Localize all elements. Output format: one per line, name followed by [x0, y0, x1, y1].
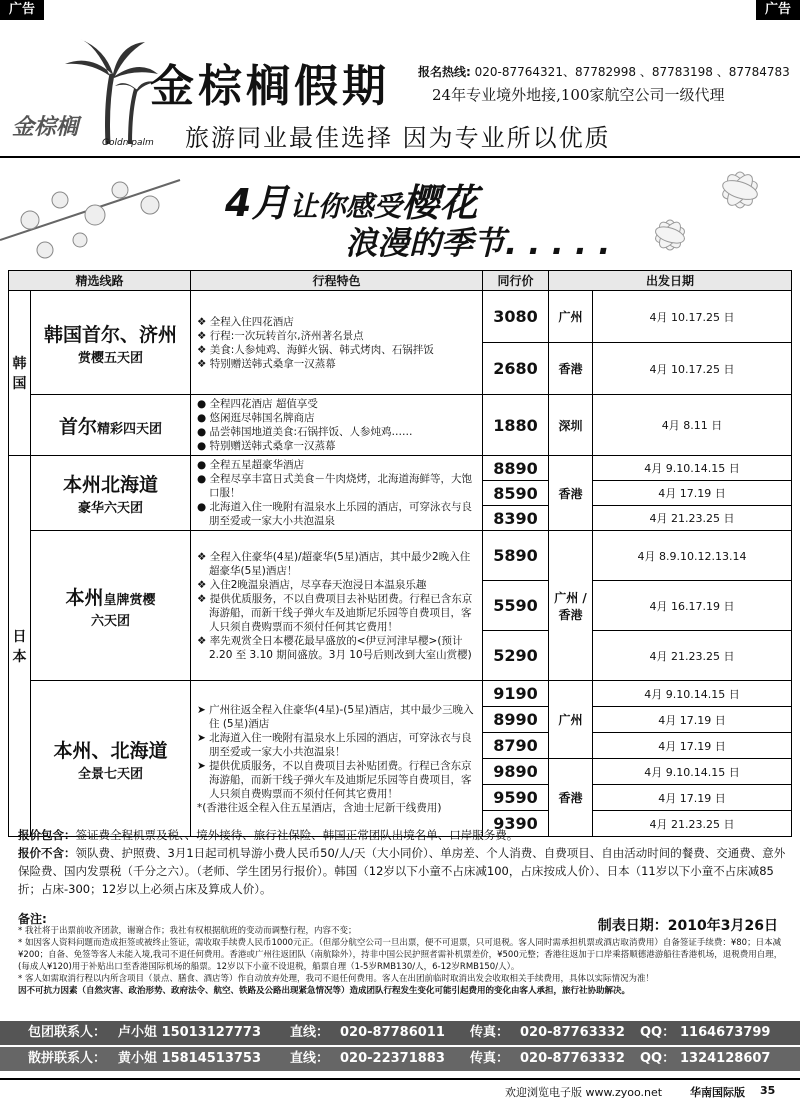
region-japan: 日本 [9, 456, 31, 837]
contact-person: 黄小姐 15814513753 [118, 1051, 262, 1066]
feature-item: ● 悠闲逛尽韩国名牌商店 [197, 412, 315, 424]
fax-number: 020-87763332 [520, 1025, 625, 1040]
date: 4月 10.17.25 日 [593, 291, 792, 343]
header [0, 18, 800, 158]
excluded-text: 领队费、护照费、3月1日起司机导游小费人民币50/人/天（大小同价）、单房差、个人消费、自费项目、自由活动时间的餐费、交通费、意外保险费、国内发票税（千分之六）。（老师、学生团另行报价）。韩国（12岁以下小童不占床减100，占床按成人价）、日本（11岁以下小童不占床减85折；占床-300；12岁以上必须占床及算成人价）。 [18, 846, 786, 896]
city: 深圳 [549, 395, 593, 456]
date: 4月 17.19 日 [593, 707, 792, 733]
qq-label: QQ： [640, 1051, 676, 1066]
brand-sub: 24年专业境外地接,100家航空公司一级代理 [432, 86, 725, 104]
price: 8790 [483, 733, 549, 759]
price: 9190 [483, 681, 549, 707]
table-header-row [9, 271, 792, 291]
route-name [31, 456, 191, 531]
col-dates: 出发日期 [549, 271, 792, 291]
route-name [31, 291, 191, 395]
date: 4月 17.19 日 [593, 785, 792, 811]
contact-row-individual [0, 1047, 800, 1071]
region-korea: 韩国 [9, 291, 31, 456]
date: 4月 9.10.14.15 日 [593, 681, 792, 707]
table-row [9, 681, 792, 707]
price: 9890 [483, 759, 549, 785]
fax-number: 020-87763332 [520, 1051, 625, 1066]
feature-item: ● 全程尽享丰富日式美食－牛肉烧烤，北海道海鲜等，大饱口服！ [197, 473, 472, 499]
route-title: 本州 [65, 586, 104, 609]
remark-line: * 客人如需取消行程以内所含项目（景点、膳食、酒店等）作自动放弃处理，我司不退任何费用。客人在出团前临时取消出发会收取相关手续费用，具体以实际情况为准！ [18, 974, 654, 984]
city: 香港 [549, 456, 593, 531]
date: 4月 17.19 日 [593, 733, 792, 759]
city: 广州 [549, 681, 593, 759]
date: 4月 10.17.25 日 [593, 343, 792, 395]
price: 2680 [483, 343, 549, 395]
hotline-label: 报名热线: [418, 65, 471, 79]
feature-item: ➤ 提供优质服务，不以自费项目去补贴团费。行程已含东京海游船，而新干线子弹火车及迪斯尼乐园等自费项目，客人只须自费购票而不须付任何其它费用！ [197, 759, 472, 800]
price: 3080 [483, 291, 549, 343]
route-sub: 精彩四天团 [97, 421, 163, 437]
logo-english: Goldn palm [102, 138, 154, 148]
route-sub: 全景七天团 [77, 766, 143, 782]
table-row [9, 291, 792, 343]
qq-number: 1164673799 [680, 1025, 771, 1040]
feature-item: ❖ 入住2晚温泉酒店，尽享春天泡浸日本温泉乐趣 [197, 578, 427, 591]
route-features [191, 681, 483, 837]
feature-item: ● 全程四花酒店 超值享受 [197, 398, 318, 410]
route-sub: 赏樱五天团 [77, 350, 143, 366]
price: 9390 [483, 811, 549, 837]
hotline-numbers: 020-87764321、87782998 、87783198 、87784783 [474, 65, 790, 79]
contact-label: 包团联系人： [28, 1025, 107, 1040]
city: 香港 [549, 759, 593, 837]
route-name [31, 395, 191, 456]
remark-line: 因不可抗力因素（自然灾害、政治形势、政府法令、航空、铁路及公路出现紧急情况等）造成团队行程发生变化可能引起费用的变化由客人承担，旅行社协助解决。 [18, 986, 631, 996]
feature-item: ● 全程五星超豪华酒店 [197, 459, 304, 471]
feature-item: ● 特别赠送韩式桑拿一汉蒸幕 [197, 440, 336, 452]
direct-label: 直线： [290, 1025, 330, 1040]
price: 9590 [483, 785, 549, 811]
footer [0, 1078, 800, 1100]
feature-item: ❖ 特别赠送韩式桑拿一汉蒸幕 [197, 357, 336, 370]
city: 广州 / 香港 [549, 531, 593, 681]
route-sub: 六天团 [90, 613, 130, 629]
feature-item: ❖ 行程:一次玩转首尔,济州著名景点 [197, 329, 364, 342]
slogan: 旅游同业最佳选择 因为专业所以优质 [185, 124, 611, 152]
route-sub: 豪华六天团 [77, 501, 143, 516]
route-features [191, 456, 483, 531]
price: 8390 [483, 506, 549, 531]
date: 4月 21.23.25 日 [593, 811, 792, 837]
direct-label: 直线： [290, 1051, 330, 1066]
col-route: 精选线路 [9, 271, 191, 291]
date: 4月 17.19 日 [593, 481, 792, 506]
price: 5890 [483, 531, 549, 581]
feature-item: ● 品尝韩国地道美食:石锅拌饭、人参炖鸡…… [197, 426, 413, 438]
price: 8990 [483, 707, 549, 733]
feature-item: *(香港往返全程入住五星酒店，含迪士尼新干线费用) [197, 801, 442, 814]
price: 1880 [483, 395, 549, 456]
route-name [31, 681, 191, 837]
banner-line2: 浪漫的季节. . . . . [345, 224, 611, 262]
excluded-label: 报价不含： [18, 846, 76, 860]
feature-item: ❖ 全程入住四花酒店 [197, 315, 294, 328]
contact-person: 卢小姐 15013127773 [118, 1025, 262, 1040]
included-label: 报价包含： [18, 828, 76, 842]
route-title: 本州北海道 [62, 474, 158, 496]
route-features [191, 531, 483, 681]
route-title: 韩国首尔、济州 [43, 323, 177, 346]
date: 4月 21.23.25 日 [593, 631, 792, 681]
banner-text: 让你感受 [289, 190, 402, 223]
hotline [418, 63, 790, 80]
ad-tag-right: 广告 [756, 0, 800, 20]
remark-line: * 如因客人资料问题而造成拒签或被终止签证，需收取手续费人民币1000元正。（但部分航空公司一旦出票，便不可退票，只可退税。客人同时需承担机票或酒店取消费用）自备签证手续费：¥80；日本减¥200；自备、免签等客人未能入境,我司不退任何费用。香港或广州往返团队（南航除外），持非中国公民护照者需补机票差价，¥500元整；香港往返加于口岸乘搭顺德港游船往香港机场，退税费用自理，(每成人¥120)用于补贴出口至香港国际机场的船票。12岁以下小童不设退税，船票自理（1-5岁RMB130/人，6-12岁RMB150/人）。 [18, 938, 783, 972]
price: 8890 [483, 456, 549, 481]
city: 广州 [549, 291, 593, 343]
price: 8590 [483, 481, 549, 506]
feature-item: ❖ 美食:人参炖鸡、海鲜火锅、韩式烤肉、石锅拌饭 [197, 343, 434, 356]
contact-row-group [0, 1021, 800, 1045]
date: 4月 8.9.10.12.13.14 [593, 531, 792, 581]
ad-tag-left: 广告 [0, 0, 44, 20]
fax-label: 传真： [470, 1025, 510, 1040]
route-title: 本州、北海道 [53, 739, 168, 762]
direct-number: 020-87786011 [340, 1025, 445, 1040]
table-row [9, 531, 792, 581]
fax-label: 传真： [470, 1051, 510, 1066]
date: 4月 16.17.19 日 [593, 581, 792, 631]
direct-number: 020-22371883 [340, 1051, 445, 1066]
route-features [191, 291, 483, 395]
qq-label: QQ： [640, 1025, 676, 1040]
date: 4月 8.11 日 [593, 395, 792, 456]
banner-month: 4月 [225, 181, 290, 225]
route-title: 首尔 [58, 415, 97, 438]
remark-line: * 我社将于出票前收齐团款，谢谢合作；我社有权根据航班的变动而调整行程，内容不变； [18, 926, 357, 936]
footer-site: 欢迎浏览电子版 www.zyoo.net [505, 1086, 663, 1099]
date: 4月 21.23.25 日 [593, 506, 792, 531]
footer-paper: 华南国际版 [690, 1086, 745, 1099]
city: 香港 [549, 343, 593, 395]
qq-number: 1324128607 [680, 1051, 771, 1066]
table-row [9, 456, 792, 481]
table-row [9, 395, 792, 456]
feature-item: ● 北海道入住一晚附有温泉水上乐园的酒店，可穿泳衣与良朋至爱或一家大小共泡温泉 [197, 501, 472, 527]
included-text: 签证费全程机票及税、、境外接待、旅行社保险、韩国正常团队出境名单、口岸服务费。 [75, 828, 519, 842]
banner-sakura: 樱花 [401, 181, 478, 225]
route-title-2: 皇牌赏樱 [103, 592, 156, 608]
excluded-note [18, 844, 788, 898]
price: 5590 [483, 581, 549, 631]
table-date: 制表日期：2010年3月26日 [597, 918, 778, 934]
banner [0, 160, 800, 270]
date: 4月 9.10.14.15 日 [593, 456, 792, 481]
included-note [18, 826, 788, 844]
col-features: 行程特色 [191, 271, 483, 291]
feature-item: ➤ 北海道入住一晚附有温泉水上乐园的酒店，可穿泳衣与良朋至爱或一家大小共泡温泉！ [197, 731, 472, 758]
feature-item: ❖ 全程入住豪华(4星)/超豪华(5星)酒店，其中最少2晚入住超豪华(5星)酒店！ [197, 550, 471, 577]
remarks-label: 备注: [18, 912, 47, 926]
route-table [8, 270, 792, 837]
price-notes [18, 826, 788, 898]
brand-title: 金棕榈假期 [150, 61, 390, 112]
col-price: 同行价 [483, 271, 549, 291]
feature-item: ❖ 率先观赏全日本樱花最早盛放的<伊豆河津早樱>(预计 2.20 至 3.10 期间盛放。3月 10号后则改到大室山赏樱) [197, 634, 472, 661]
contact-label: 散拼联系人： [28, 1051, 107, 1066]
route-name [31, 531, 191, 681]
feature-item: ❖ 提供优质服务，不以自费项目去补贴团费。行程已含东京海游船，而新干线子弹火车及迪斯尼乐园等自费项目，客人只须自费购票而不须付任何其它费用！ [197, 592, 473, 633]
price: 5290 [483, 631, 549, 681]
page-number: 35 [760, 1084, 776, 1097]
date: 4月 9.10.14.15 日 [593, 759, 792, 785]
feature-item: ➤ 广州往返全程入住豪华(4星)-(5星)酒店，其中最少三晚入住 (5星)酒店 [197, 703, 474, 730]
logo-text: 金棕榈 [12, 115, 79, 140]
route-features [191, 395, 483, 456]
